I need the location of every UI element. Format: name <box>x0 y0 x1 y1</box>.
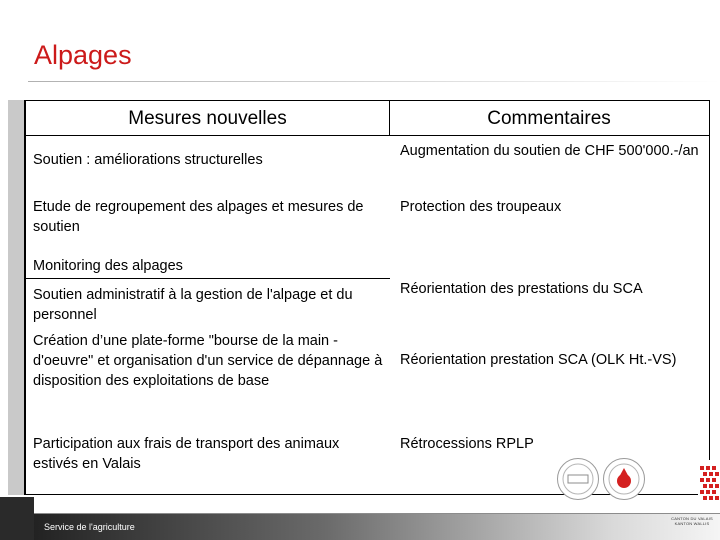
row-5-mesure: Création d’une plate-forme "bourse de la main -d'oeuvre" et organisation d'un service de dépannage à disposition des exploitations de base <box>33 333 383 389</box>
row-2-mesure: Etude de regroupement des alpages et mesures de soutien <box>33 199 364 235</box>
header-mesures: Mesures nouvelles <box>128 108 287 129</box>
row-3-mesure: Monitoring des alpages <box>33 258 183 274</box>
row-4-mesure: Soutien administratif à la gestion de l'alpage et du personnel <box>33 287 353 323</box>
canton-label: CANTON DU VALAIS KANTON WALLIS <box>671 516 713 526</box>
certification-seal-icon <box>557 458 599 500</box>
row-6-commentaire: Rétrocessions RPLP <box>400 436 534 452</box>
row-2-commentaire: Protection des troupeaux <box>400 199 562 215</box>
footer-divider <box>34 513 720 514</box>
table-left-stripe <box>8 100 25 495</box>
slide-title: Alpages <box>34 40 132 70</box>
row-5-commentaire: Réorientation prestation SCA (OLK Ht.-VS) <box>400 352 677 368</box>
row-6-mesure: Participation aux frais de transport des animaux estivés en Valais <box>33 436 340 472</box>
row-1-mesure: Soutien : améliorations structurelles <box>33 152 263 168</box>
row-4-commentaire: Réorientation des prestations du SCA <box>400 281 643 297</box>
row-divider-monitoring <box>25 278 390 279</box>
footer-department: Service de l'agriculture <box>44 522 135 532</box>
row-1-commentaire: Augmentation du soutien de CHF 500'000.-/an <box>400 143 699 159</box>
canton-valais-logo-icon <box>690 460 720 510</box>
quality-seal-icon <box>603 458 645 500</box>
header-commentaires: Commentaires <box>487 108 611 129</box>
header-divider <box>25 135 710 136</box>
title-divider <box>28 81 720 82</box>
left-column-rule <box>25 100 26 495</box>
footer-corner-block <box>0 497 34 540</box>
